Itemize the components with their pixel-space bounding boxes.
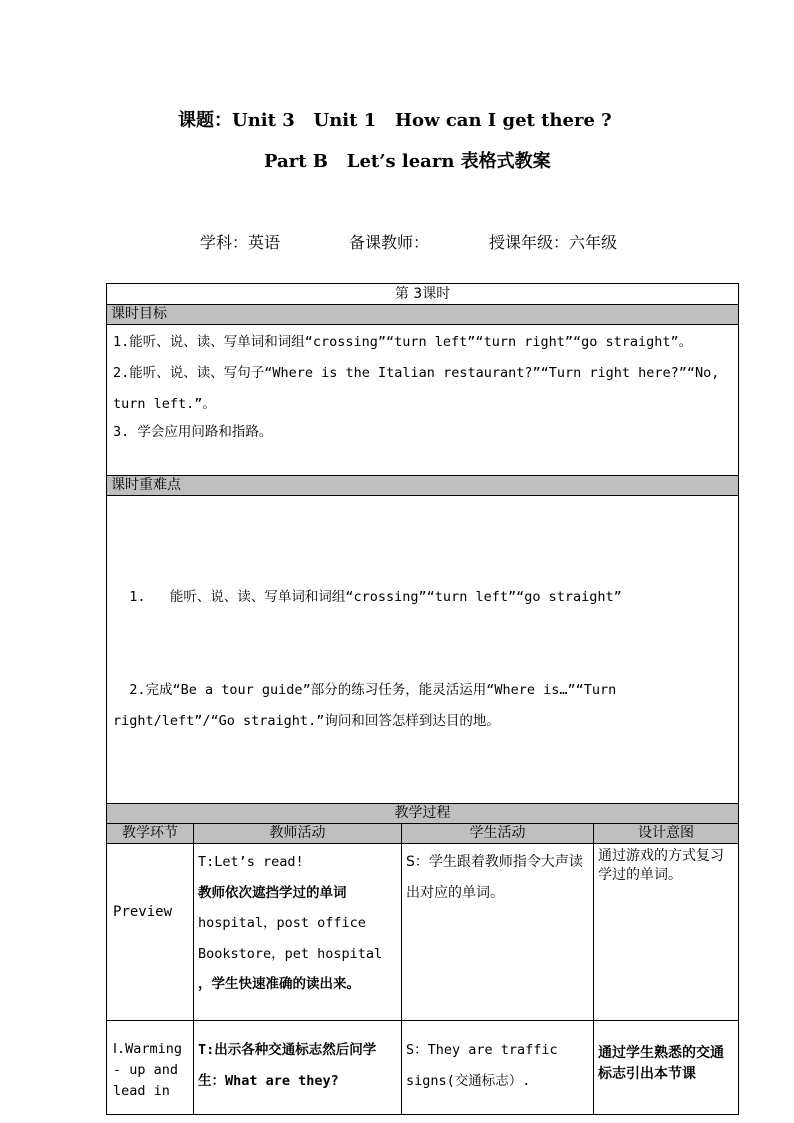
teacher-activity-cell <box>194 844 402 1021</box>
keypoints-cell <box>107 496 739 804</box>
stage-label: Ⅰ.Warming- up and lead in <box>113 1041 183 1099</box>
intent-text: 通过学生熟悉的交通标志引出本节课 <box>598 1045 724 1082</box>
objectives-cell <box>107 325 739 476</box>
intent-text: 通过游戏的方式复习学过的单词。 <box>598 848 724 883</box>
grade-label: 授课年级：六年级 <box>489 233 618 252</box>
teacher-label: 备课教师： <box>349 233 430 252</box>
student-activity-cell <box>402 844 594 1021</box>
stage-label: Preview <box>113 904 173 920</box>
student-text: S：学生跟着教师指令大声读出对应的单词。 <box>406 854 583 901</box>
teacher-activity-cell <box>194 1021 402 1115</box>
objective-item: 1.能听、说、读、写单词和词组“crossing”“turn left”“turn right”“go straight”。 <box>113 334 693 350</box>
column-header-intent: 设计意图 <box>594 824 739 844</box>
objective-item: 3. 学会应用问路和指路。 <box>113 424 273 440</box>
lesson-number: 第 3课时 <box>107 284 739 305</box>
table-row <box>107 844 739 1021</box>
teacher-text: T:出示各种交通标志然后问学生：What are they? <box>198 1042 377 1089</box>
intent-cell <box>594 844 739 1021</box>
teacher-line: T:Let’s read! <box>198 854 304 870</box>
column-header-stage: 教学环节 <box>107 824 194 844</box>
intent-cell <box>594 1021 739 1115</box>
objective-item: 2.能听、说、读、写句子“Where is the Italian restaurant?”“Turn right here?”“No, turn left.”。 <box>113 365 720 412</box>
stage-cell <box>107 844 194 1021</box>
table-row <box>107 1021 739 1115</box>
lesson-plan-table <box>106 283 739 1115</box>
teacher-line: Bookstore，pet hospital <box>198 945 383 962</box>
teacher-line: ，学生快速准确的读出来。 <box>198 976 360 992</box>
objectives-header: 课时目标 <box>107 305 739 325</box>
teacher-line: hospital，post office <box>198 915 366 931</box>
stage-cell <box>107 1021 194 1115</box>
keypoint-item: 2.完成“Be a tour guide”部分的练习任务，能灵活运用“Where is…”“Turn right/left”/“Go straight.”询问和回答怎样到达目的地。 <box>113 682 625 729</box>
student-activity-cell <box>402 1021 594 1115</box>
document-title-line2: Part B Let’s learn 表格式教案 <box>264 151 551 172</box>
document-title-line1: 课题：Unit 3 Unit 1 How can I get there ? <box>178 110 612 131</box>
process-header: 教学过程 <box>107 804 739 824</box>
column-header-student: 学生活动 <box>402 824 594 844</box>
column-header-teacher: 教师活动 <box>194 824 402 844</box>
subject-label: 学科：英语 <box>200 233 281 252</box>
keypoints-header: 课时重难点 <box>107 476 739 496</box>
student-text: S：They are traffic signs(交通标志）. <box>406 1042 558 1089</box>
teacher-line: 教师依次遮挡学过的单词 <box>198 884 347 901</box>
keypoint-item: 1. 能听、说、读、写单词和词组“crossing”“turn left”“go straight” <box>113 589 622 605</box>
